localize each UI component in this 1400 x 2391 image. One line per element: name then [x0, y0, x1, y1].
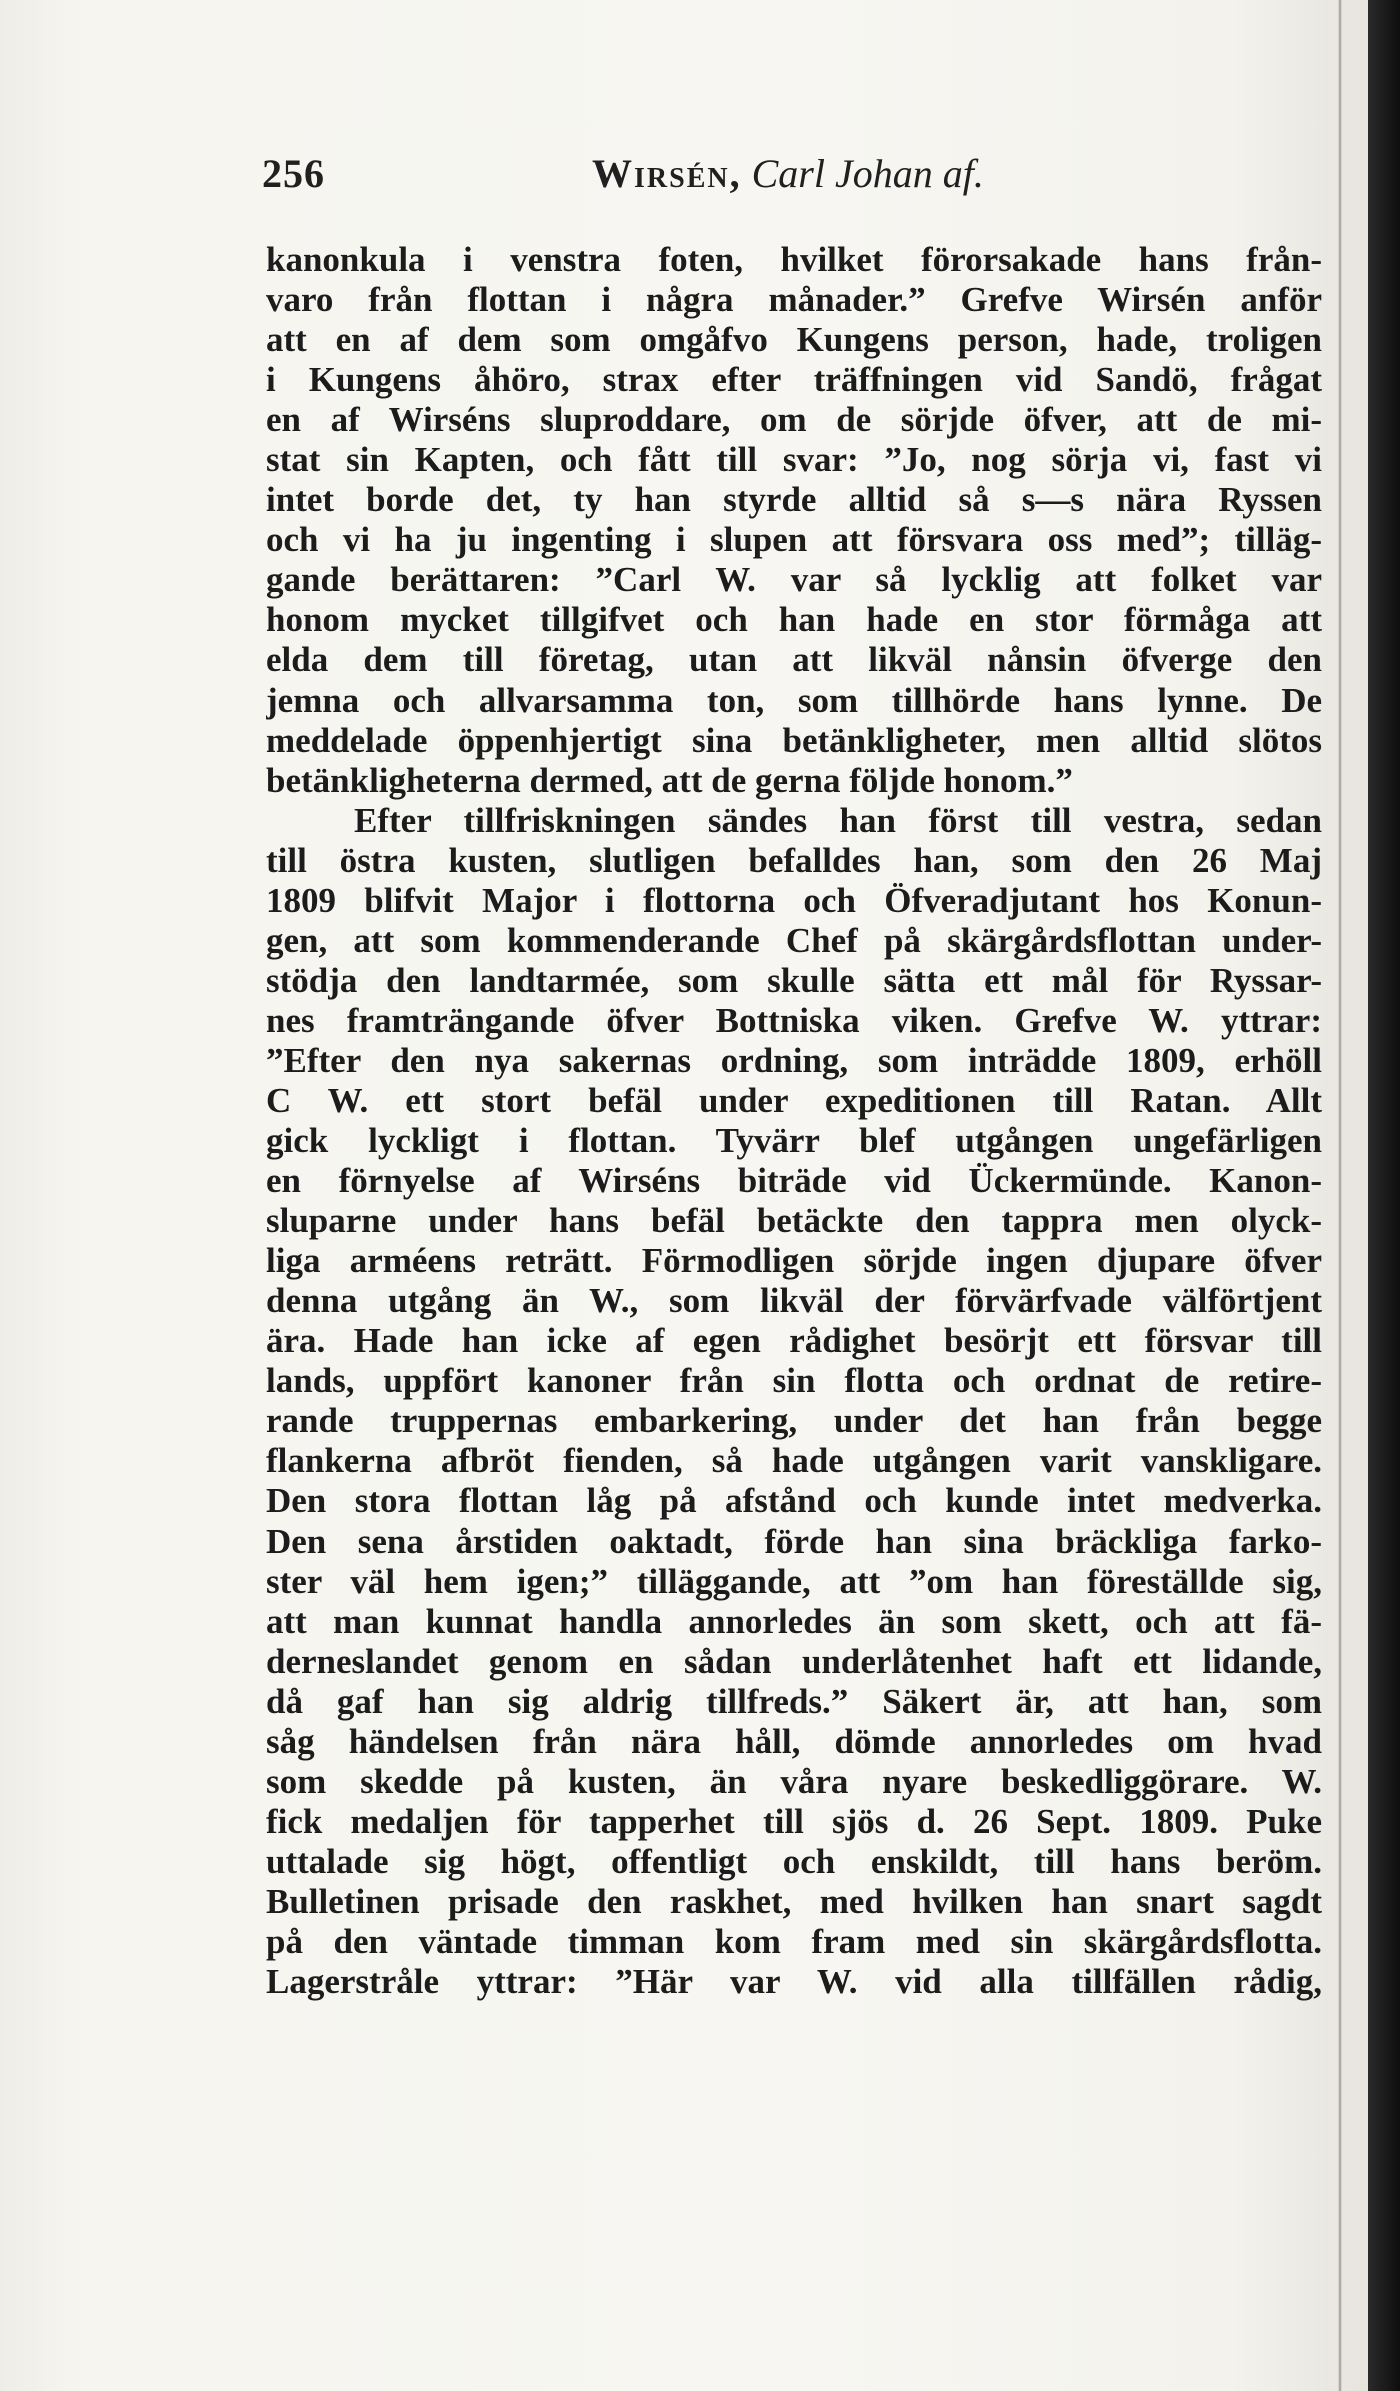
text-line: ster väl hem igen;” tilläggande, att ”om han föreställde sig,	[266, 1561, 1322, 1601]
text-line: kanonkula i venstra foten, hvilket förorsakade hans från-	[266, 240, 1322, 279]
text-line: uttalade sig högt, offentligt och enskildt, till hans beröm.	[266, 1841, 1322, 1881]
text-line: liga arméens reträtt. Förmodligen sörjde ingen djupare öfver	[266, 1241, 1322, 1281]
running-head-surname: Wirsén,	[592, 151, 742, 196]
running-head	[592, 150, 984, 197]
text-line: C W. ett stort befäl under expeditionen till Ratan. Allt	[266, 1080, 1322, 1120]
text-line: Efter tillfriskningen sändes han först till vestra, sedan	[354, 800, 1322, 840]
text-line: på den väntade timman kom fram med sin skärgårdsflotta.	[266, 1921, 1322, 1961]
text-line: då gaf han sig aldrig tillfreds.” Säkert är, att han, som	[266, 1681, 1322, 1721]
text-line: flankerna afbröt fienden, så hade utgången varit vanskligare.	[266, 1441, 1322, 1481]
text-line: rande truppernas embarkering, under det han från begge	[266, 1401, 1322, 1441]
text-line: stödja den landtarmée, som skulle sätta ett mål för Ryssar-	[266, 960, 1322, 1000]
text-line: gick lyckligt i flottan. Tyvärr blef utgången ungefärligen	[266, 1121, 1322, 1161]
text-line: 1809 blifvit Major i flottorna och Öfveradjutant hos Konun-	[266, 880, 1322, 920]
text-line: till östra kusten, slutligen befalldes han, som den 26 Maj	[266, 840, 1322, 880]
text-line: lands, uppfört kanoner från sin flotta och ordnat de retire-	[266, 1361, 1322, 1401]
text-line: ”Efter den nya sakernas ordning, som inträdde 1809, erhöll	[266, 1040, 1322, 1080]
body-text	[266, 240, 1322, 2002]
text-line: stat sin Kapten, och fått till svar: ”Jo, nog sörja vi, fast vi	[266, 440, 1322, 480]
running-head-given-names: Carl Johan af.	[751, 151, 984, 196]
text-line: Lagerstråle yttrar: ”Här var W. vid alla tillfällen rådig,	[266, 1962, 1322, 2002]
text-line: som skedde på kusten, än våra nyare beskedliggörare. W.	[266, 1761, 1322, 1801]
text-line: intet borde det, ty han styrde alltid så s—s nära Ryssen	[266, 480, 1322, 520]
text-line: meddelade öppenhjertigt sina betänkligheter, men alltid slötos	[266, 720, 1322, 760]
text-line: och vi ha ju ingenting i slupen att försvara oss med”; tilläg-	[266, 520, 1322, 560]
text-line: att en af dem som omgåfvo Kungens person, hade, troligen	[266, 320, 1322, 360]
text-line: honom mycket tillgifvet och han hade en stor förmåga att	[266, 600, 1322, 640]
text-line: en förnyelse af Wirséns biträde vid Ückermünde. Kanon-	[266, 1161, 1322, 1201]
text-line: Den stora flottan låg på afstånd och kunde intet medverka.	[266, 1481, 1322, 1521]
page-fold-shadow	[1338, 0, 1342, 2391]
text-line: betänkligheterna dermed, att de gerna följde honom.”	[266, 760, 1073, 800]
text-line: att man kunnat handla annorledes än som skett, och att fä-	[266, 1601, 1322, 1641]
scan-edge-shadow	[1368, 0, 1400, 2391]
page-number: 256	[262, 151, 325, 196]
text-line: derneslandet genom en sådan underlåtenhet haft ett lidande,	[266, 1641, 1322, 1681]
text-line: gande berättaren: ”Carl W. var så lycklig att folket var	[266, 560, 1322, 600]
text-line: jemna och allvarsamma ton, som tillhörde hans lynne. De	[266, 680, 1322, 720]
text-line: Bulletinen prisade den raskhet, med hvilken han snart sagdt	[266, 1881, 1322, 1921]
text-line: varo från flottan i några månader.” Grefve Wirsén anför	[266, 280, 1322, 320]
text-line: denna utgång än W., som likväl der förvärfvade välförtjent	[266, 1281, 1322, 1321]
text-line: fick medaljen för tapperhet till sjös d. 26 Sept. 1809. Puke	[266, 1801, 1322, 1841]
text-line: Den sena årstiden oaktadt, förde han sina bräckliga farko-	[266, 1521, 1322, 1561]
text-line: sluparne under hans befäl betäckte den tappra men olyck-	[266, 1201, 1322, 1241]
text-line: gen, att som kommenderande Chef på skärgårdsflottan under-	[266, 920, 1322, 960]
page-header	[262, 150, 1342, 210]
text-line: i Kungens åhöro, strax efter träffningen vid Sandö, frågat	[266, 360, 1322, 400]
text-line: såg händelsen från nära håll, dömde annorledes om hvad	[266, 1721, 1322, 1761]
text-line: elda dem till företag, utan att likväl nånsin öfverge den	[266, 640, 1322, 680]
text-line: nes framträngande öfver Bottniska viken. Grefve W. yttrar:	[266, 1000, 1322, 1040]
text-line: en af Wirséns sluproddare, om de sörjde öfver, att de mi-	[266, 400, 1322, 440]
text-line: ära. Hade han icke af egen rådighet besörjt ett försvar till	[266, 1321, 1322, 1361]
